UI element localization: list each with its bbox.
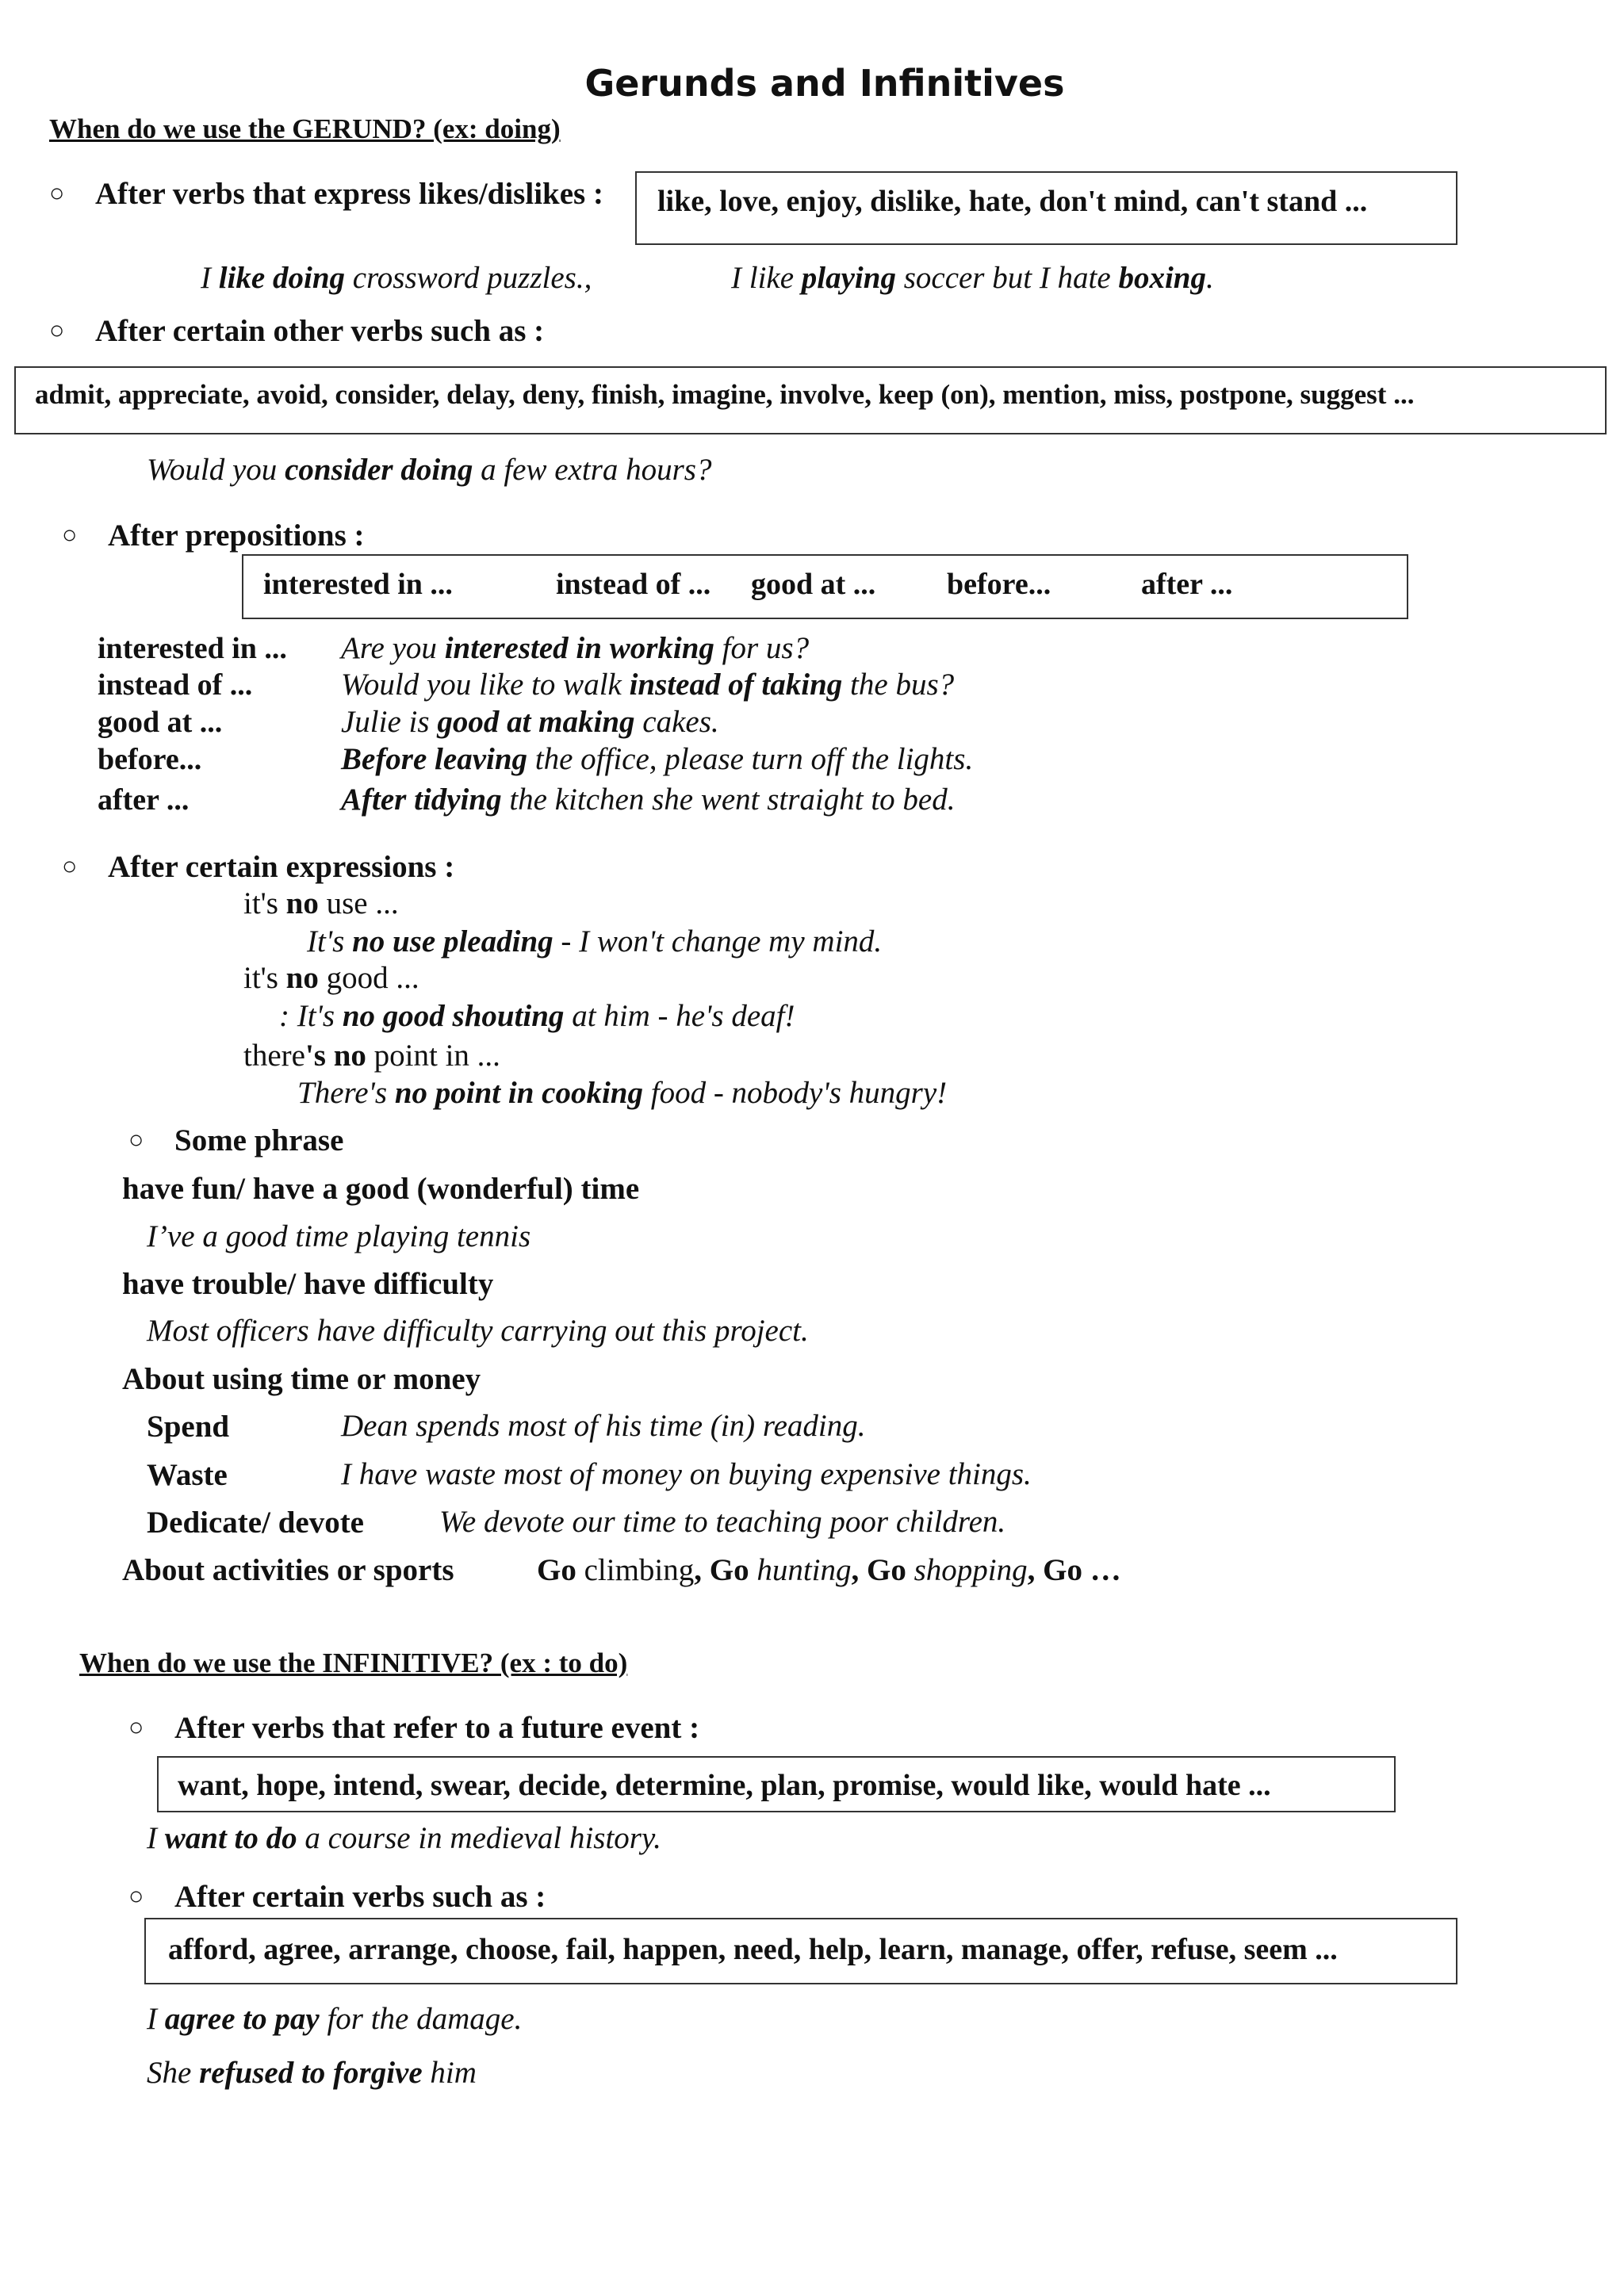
dedicate-label: Dedicate/ devote bbox=[147, 1506, 364, 1540]
spend-label: Spend bbox=[147, 1410, 230, 1444]
phrase-have-fun-example: I’ve a good time playing tennis bbox=[147, 1219, 531, 1253]
prep-row-example: After tidying the kitchen she went straight to bed. bbox=[341, 783, 956, 817]
certain-example-1: I agree to pay for the damage. bbox=[147, 2002, 523, 2036]
phrase-have-trouble: have trouble/ have difficulty bbox=[122, 1267, 494, 1301]
infinitive-heading: When do we use the INFINITIVE? (ex : to do) bbox=[79, 1647, 628, 1678]
prep-box-item: good at ... bbox=[751, 568, 876, 601]
expression-1: it's no use ... bbox=[243, 886, 399, 920]
prep-box-item: before... bbox=[947, 568, 1051, 601]
prep-row-example: Julie is good at making cakes. bbox=[341, 705, 719, 739]
dedicate-example: We devote our time to teaching poor children. bbox=[439, 1505, 1006, 1539]
waste-label: Waste bbox=[147, 1458, 228, 1492]
likes-bullet: ○ After verbs that express likes/dislikes : bbox=[49, 176, 603, 212]
prep-box-item: after ... bbox=[1141, 568, 1233, 601]
future-example: I want to do a course in medieval history. bbox=[147, 1821, 661, 1855]
prep-row-label: after ... bbox=[98, 783, 190, 817]
phrase-activities: About activities or sports bbox=[122, 1553, 454, 1587]
prep-row-example: Before leaving the office, please turn off the lights. bbox=[341, 742, 974, 776]
likes-verbs-box: like, love, enjoy, dislike, hate, don't mind, can't stand ... bbox=[635, 171, 1457, 245]
other-verbs-bullet: ○ After certain other verbs such as : bbox=[49, 313, 544, 349]
other-verbs-example: Would you consider doing a few extra hours? bbox=[147, 453, 712, 487]
prep-row-label: instead of ... bbox=[98, 668, 253, 702]
prep-row-label: interested in ... bbox=[98, 632, 287, 665]
waste-example: I have waste most of money on buying expensive things. bbox=[341, 1457, 1032, 1491]
prep-box-item: instead of ... bbox=[556, 568, 711, 601]
phrase-have-fun: have fun/ have a good (wonderful) time bbox=[122, 1172, 640, 1206]
prep-box-item: interested in ... bbox=[263, 568, 453, 601]
certain-verbs-box: afford, agree, arrange, choose, fail, happen, need, help, learn, manage, offer, refuse, seem ... bbox=[144, 1918, 1457, 1984]
expression-2-example: : It's no good shouting at him - he's deaf! bbox=[279, 999, 795, 1033]
prep-row-label: good at ... bbox=[98, 706, 223, 739]
phrase-time-money: About using time or money bbox=[122, 1362, 481, 1396]
prep-row-example: Would you like to walk instead of taking the bus? bbox=[341, 668, 955, 702]
go-activities-list: Go climbing, Go hunting, Go shopping, Go … bbox=[537, 1553, 1121, 1587]
future-bullet: ○ After verbs that refer to a future event : bbox=[128, 1710, 699, 1746]
expression-1-example: It's no use pleading - I won't change my mind. bbox=[307, 924, 883, 959]
likes-example-1: I like doing crossword puzzles., bbox=[201, 261, 592, 295]
page-title: Gerunds and Infinitives bbox=[584, 62, 1065, 105]
expressions-bullet: ○ After certain expressions : bbox=[62, 849, 454, 885]
phrases-bullet: ○ Some phrase bbox=[128, 1123, 343, 1158]
gerund-heading: When do we use the GERUND? (ex: doing) bbox=[49, 113, 561, 144]
prepositions-bullet: ○ After prepositions : bbox=[62, 518, 365, 553]
phrase-have-trouble-example: Most officers have difficulty carrying out this project. bbox=[147, 1314, 809, 1348]
spend-example: Dean spends most of his time (in) reading. bbox=[341, 1409, 866, 1443]
certain-verbs-bullet: ○ After certain verbs such as : bbox=[128, 1879, 546, 1915]
future-verbs-box: want, hope, intend, swear, decide, determine, plan, promise, would like, would hate ... bbox=[157, 1756, 1396, 1812]
certain-example-2: She refused to forgive him bbox=[147, 2056, 477, 2090]
likes-example-2: I like playing soccer but I hate boxing. bbox=[731, 261, 1214, 295]
expression-3: there's no point in ... bbox=[243, 1039, 500, 1073]
prepositions-box bbox=[242, 554, 1408, 619]
prep-row-example: Are you interested in working for us? bbox=[341, 631, 810, 665]
expression-2: it's no good ... bbox=[243, 961, 419, 995]
prep-row-label: before... bbox=[98, 743, 202, 776]
expression-3-example: There's no point in cooking food - nobody's hungry! bbox=[297, 1076, 948, 1110]
other-verbs-box: admit, appreciate, avoid, consider, delay, deny, finish, imagine, involve, keep (on), mention, miss, postpone, suggest ... bbox=[14, 366, 1607, 434]
